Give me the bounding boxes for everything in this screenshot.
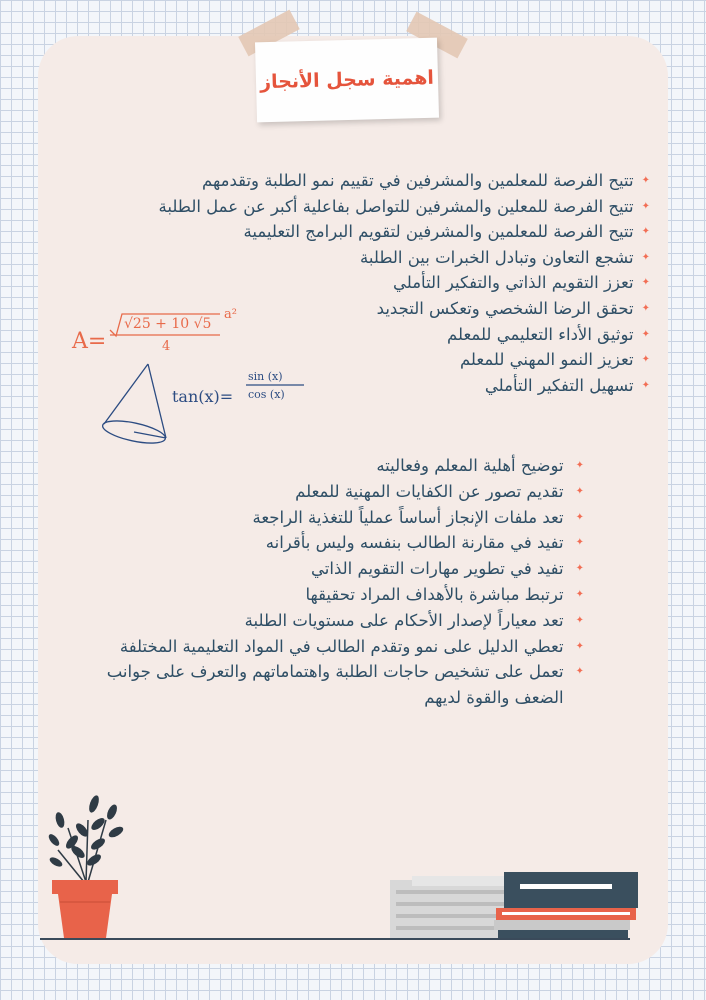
list-item-text: تعزز التقويم الذاتي والتفكير التأملي <box>392 273 634 293</box>
list-item-text: تعد ملفات الإنجاز أساساً عملياً للتغذية الراجعة <box>252 507 564 527</box>
list-item <box>54 479 584 505</box>
bullet-icon: ✦ <box>575 511 584 523</box>
list-item-text: تفيد في مقارنة الطالب بنفسه وليس بأقرانه <box>265 533 564 553</box>
list-item <box>54 505 584 531</box>
list-item <box>30 245 650 271</box>
title-note <box>255 38 439 123</box>
list-item-text: تعمل على تشخيص حاجات الطلبة واهتماماتهم والتعرف على جوانب الضعف والقوة لديهم <box>106 662 564 708</box>
bullet-icon: ✦ <box>575 588 584 600</box>
cone-sides <box>104 364 166 438</box>
list-item-text: توضيح أهلية المعلم وفعاليته <box>376 456 564 475</box>
list-item-text: تتيح الفرصة للمعلمين والمشرفين في تقييم نمو الطلبة وتقدمهم <box>202 171 634 190</box>
bullet-icon: ✦ <box>641 302 650 314</box>
formula-a-label: A= <box>72 329 107 354</box>
list-item-text: تعد معياراً لإصدار الأحكام على مستويات الطلبة <box>244 610 564 630</box>
list-item <box>54 634 584 660</box>
list-item-text: تعزيز النمو المهني للمعلم <box>459 350 634 370</box>
bullet-icon: ✦ <box>575 614 584 626</box>
math-doodle <box>70 292 310 452</box>
list-item <box>30 168 650 194</box>
list-item <box>54 556 584 582</box>
list-item <box>30 219 650 245</box>
list-item <box>54 659 584 711</box>
list-item-text: تتيح الفرصة للمعلمين والمشرفين لتقويم البرامج التعليمية <box>243 222 634 242</box>
list-item-text: توثيق الأداء التعليمي للمعلم <box>447 324 634 344</box>
list-item <box>54 453 584 479</box>
formula-root: √25 + 10 √5 <box>124 316 212 332</box>
bullet-icon: ✦ <box>575 485 584 497</box>
bullet-icon: ✦ <box>641 200 650 212</box>
list-item <box>54 530 584 556</box>
list-item-text: تحقق الرضا الشخصي وتعكس التجديد <box>376 298 634 318</box>
formula-denominator: 4 <box>162 339 171 354</box>
list-item-text: تفيد في تطوير مهارات التقويم الذاتي <box>311 559 564 579</box>
tan-numerator: sin (x) <box>248 370 283 383</box>
bullet-icon: ✦ <box>641 277 650 289</box>
list-item <box>54 582 584 608</box>
list-item <box>54 608 584 634</box>
formula-a-squared: a² <box>224 307 237 322</box>
bullet-icon: ✦ <box>641 175 650 186</box>
bullet-icon: ✦ <box>575 563 584 575</box>
benefits-list <box>54 453 584 711</box>
bullet-icon: ✦ <box>641 251 650 263</box>
bullet-icon: ✦ <box>641 328 650 340</box>
tan-denominator: cos (x) <box>248 388 285 401</box>
list-item-text: تعطي الدليل على نمو وتقدم الطالب في المواد التعليمية المختلفة <box>119 636 564 656</box>
tan-lhs: tan(x)= <box>172 387 234 406</box>
list-item-text: تسهيل التفكير التأملي <box>484 375 634 395</box>
list-item-text: تتيح الفرصة للمعلين والمشرفين للتواصل بفاعلية أكبر عن عمل الطلبة <box>158 196 634 216</box>
bullet-icon: ✦ <box>641 354 650 366</box>
shelf-line <box>40 938 630 940</box>
books-stack-icon <box>390 868 640 940</box>
bullet-icon: ✦ <box>641 379 650 391</box>
list-item <box>30 194 650 220</box>
potted-plant-icon <box>48 790 128 940</box>
list-item-text: تقديم تصور عن الكفايات المهنية للمعلم <box>295 481 564 501</box>
bullet-icon: ✦ <box>575 460 584 471</box>
bullet-icon: ✦ <box>575 537 584 549</box>
bullet-icon: ✦ <box>575 666 584 678</box>
bullet-icon: ✦ <box>641 226 650 238</box>
bullet-icon: ✦ <box>575 640 584 652</box>
list-item-text: تشجع التعاون وتبادل الخبرات بين الطلبة <box>360 247 634 267</box>
list-item-text: ترتبط مباشرة بالأهداف المراد تحقيقها <box>305 584 564 604</box>
page-title: اهمية سجل الأنجاز <box>259 66 435 94</box>
